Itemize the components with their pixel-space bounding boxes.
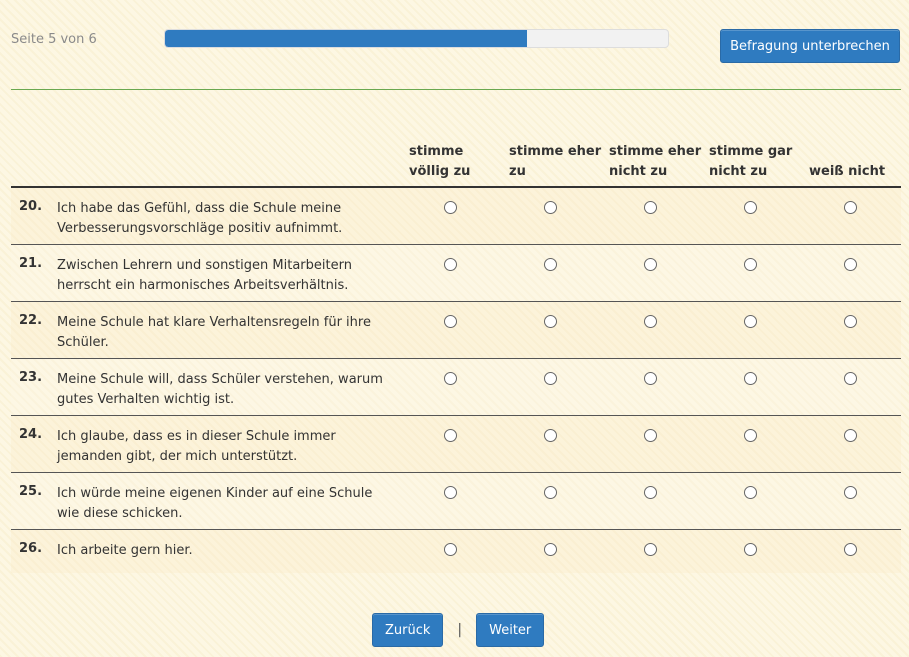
column-header: weiß nicht <box>809 164 886 179</box>
answer-radio[interactable] <box>744 543 757 556</box>
pause-survey-button[interactable]: Befragung unterbrechen <box>720 29 900 63</box>
question-text: Ich glaube, dass es in dieser Schule immer jemanden gibt, der mich unterstützt. <box>57 429 336 464</box>
answer-radio[interactable] <box>644 201 657 214</box>
header-divider <box>11 89 901 90</box>
answer-radio[interactable] <box>544 315 557 328</box>
answer-radio[interactable] <box>844 486 857 499</box>
question-row <box>11 245 901 302</box>
question-number: 23. <box>19 370 43 385</box>
answer-radio[interactable] <box>544 372 557 385</box>
answer-radio[interactable] <box>744 201 757 214</box>
answer-radio[interactable] <box>744 372 757 385</box>
question-text: Meine Schule will, dass Schüler verstehen, warum gutes Verhalten wichtig ist. <box>57 372 383 407</box>
nav-separator: | <box>457 622 463 638</box>
next-button[interactable]: Weiter <box>476 613 544 647</box>
answer-radio[interactable] <box>544 543 557 556</box>
navigation-footer <box>372 613 544 647</box>
answer-radio[interactable] <box>844 543 857 556</box>
answer-radio[interactable] <box>744 258 757 271</box>
answer-radio[interactable] <box>544 258 557 271</box>
question-row <box>11 188 901 245</box>
answer-radio[interactable] <box>844 201 857 214</box>
answer-radio[interactable] <box>644 486 657 499</box>
question-text: Meine Schule hat klare Verhaltensregeln für ihre Schüler. <box>57 315 371 350</box>
answer-radio[interactable] <box>444 201 457 214</box>
question-row <box>11 473 901 530</box>
answer-radio[interactable] <box>744 315 757 328</box>
answer-radio[interactable] <box>844 372 857 385</box>
answer-radio[interactable] <box>844 315 857 328</box>
column-header-row <box>11 138 901 188</box>
question-text: Ich habe das Gefühl, dass die Schule meine Verbesserungsvorschläge positiv aufnimmt. <box>57 201 343 236</box>
answer-radio[interactable] <box>844 429 857 442</box>
answer-radio[interactable] <box>444 372 457 385</box>
answer-radio[interactable] <box>644 258 657 271</box>
column-header: stimme eher zu <box>509 144 602 179</box>
question-number: 22. <box>19 313 43 328</box>
answer-radio[interactable] <box>444 486 457 499</box>
answer-radio[interactable] <box>644 315 657 328</box>
question-text: Zwischen Lehrern und sonstigen Mitarbeitern herrscht ein harmonisches Arbeitsverhältnis. <box>57 258 352 293</box>
back-button[interactable]: Zurück <box>372 613 443 647</box>
answer-radio[interactable] <box>444 543 457 556</box>
answer-radio[interactable] <box>744 429 757 442</box>
question-number: 20. <box>19 199 43 214</box>
question-row <box>11 302 901 359</box>
column-header: stimme völlig zu <box>409 144 471 179</box>
question-row <box>11 416 901 473</box>
survey-table <box>11 138 901 573</box>
answer-radio[interactable] <box>844 258 857 271</box>
answer-radio[interactable] <box>444 429 457 442</box>
column-header: stimme gar nicht zu <box>709 144 793 179</box>
question-text: Ich arbeite gern hier. <box>57 543 193 558</box>
answer-radio[interactable] <box>544 429 557 442</box>
question-number: 26. <box>19 541 43 556</box>
column-header: stimme eher nicht zu <box>609 144 702 179</box>
question-row <box>11 359 901 416</box>
question-number: 21. <box>19 256 43 271</box>
question-number: 25. <box>19 484 43 499</box>
answer-radio[interactable] <box>644 372 657 385</box>
answer-radio[interactable] <box>444 315 457 328</box>
answer-radio[interactable] <box>644 543 657 556</box>
progress-fill <box>165 30 527 47</box>
answer-radio[interactable] <box>744 486 757 499</box>
question-text: Ich würde meine eigenen Kinder auf eine Schule wie diese schicken. <box>57 486 373 521</box>
answer-radio[interactable] <box>544 486 557 499</box>
progress-bar <box>164 29 669 48</box>
question-row <box>11 530 901 573</box>
answer-radio[interactable] <box>544 201 557 214</box>
page-info: Seite 5 von 6 <box>11 32 97 47</box>
answer-radio[interactable] <box>444 258 457 271</box>
question-number: 24. <box>19 427 43 442</box>
answer-radio[interactable] <box>644 429 657 442</box>
